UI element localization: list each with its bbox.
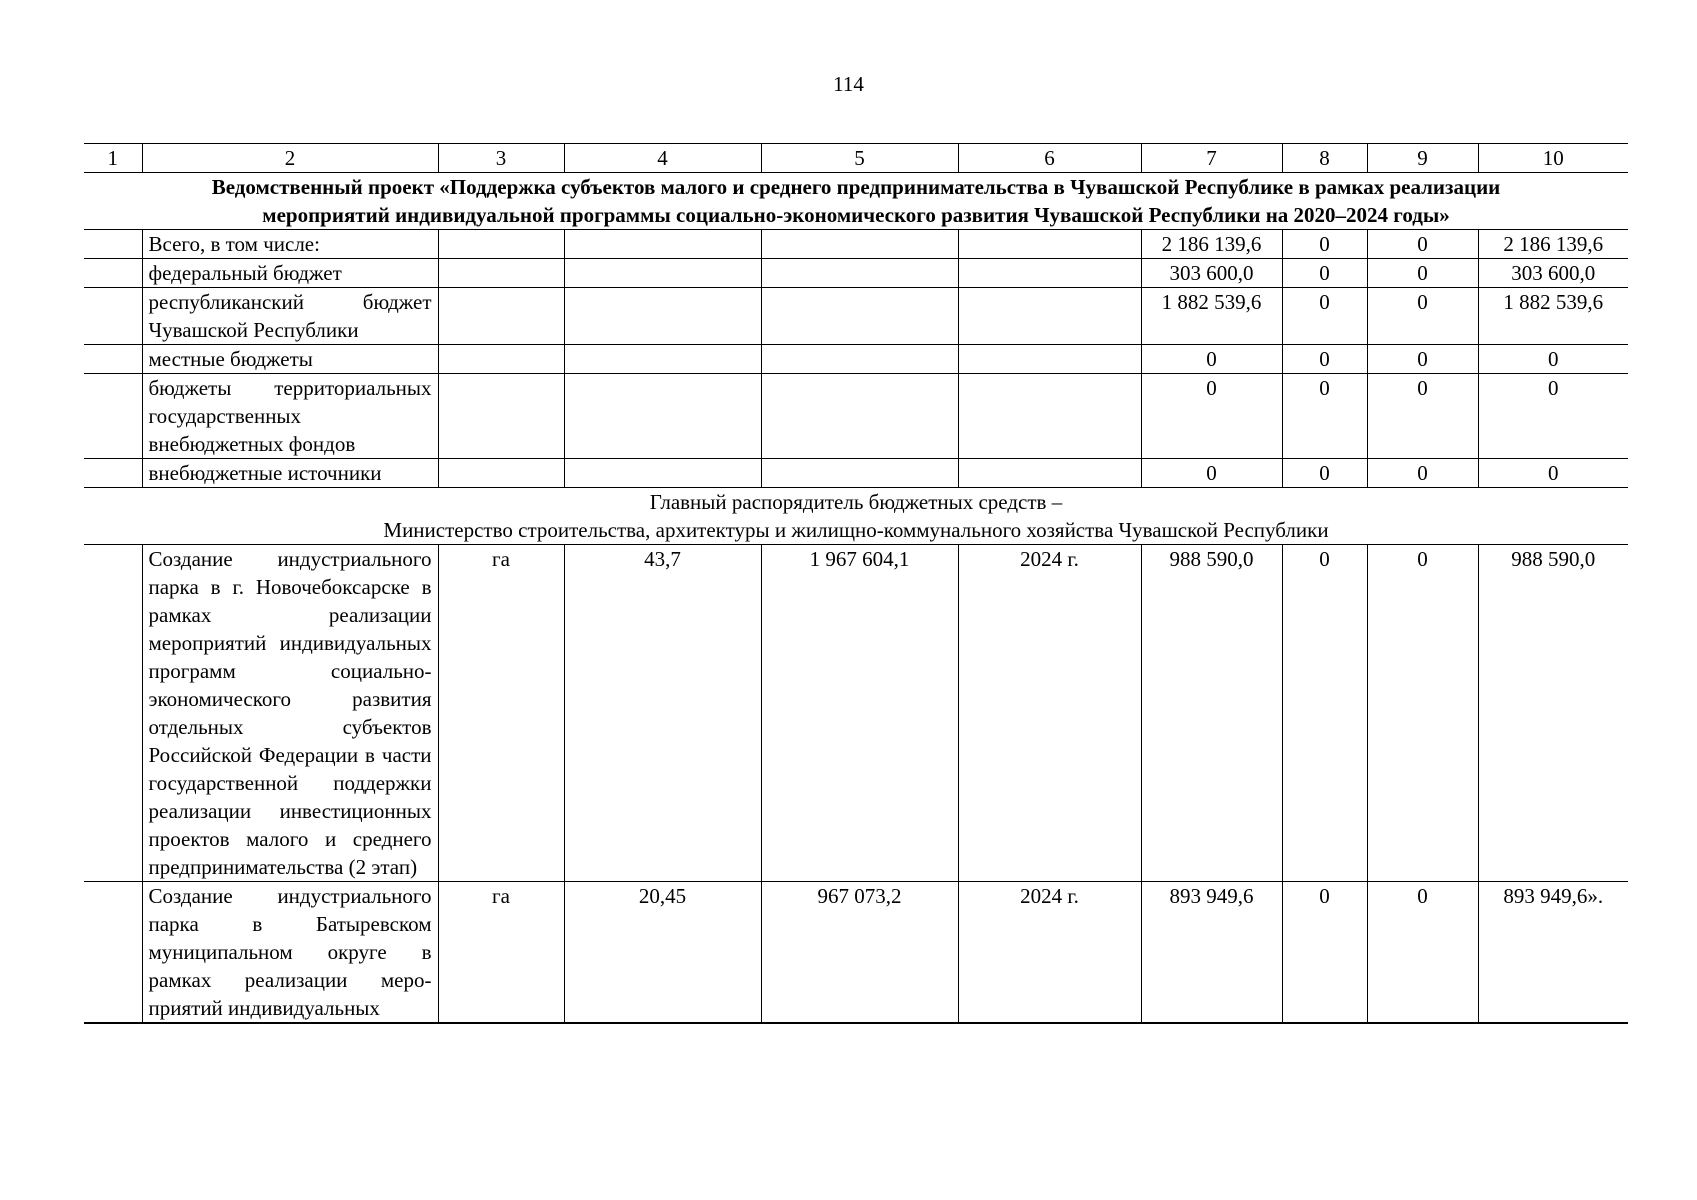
distributor-title	[84, 488, 1628, 545]
header-cell: 8	[1282, 144, 1367, 173]
cell-value: 988 590,0	[1478, 545, 1628, 882]
cell-value: 1 882 539,6	[1141, 288, 1282, 345]
cell-value: 303 600,0	[1141, 259, 1282, 288]
cell-value: 0	[1478, 459, 1628, 488]
cell-value: 893 949,6	[1141, 882, 1282, 1024]
section-title-row	[84, 173, 1628, 230]
cell-value: 0	[1367, 230, 1478, 259]
cell-value: 0	[1282, 459, 1367, 488]
cell-value: 0	[1367, 259, 1478, 288]
table-row	[84, 345, 1628, 374]
table-row	[84, 374, 1628, 459]
page-number: 114	[833, 72, 864, 96]
header-cell: 2	[142, 144, 438, 173]
cell-value: 0	[1367, 374, 1478, 459]
cell-value: 2024 г.	[958, 545, 1141, 882]
cell-value: 0	[1141, 374, 1282, 459]
distributor-line: Главный распорядитель бюджетных средств –	[649, 490, 1063, 514]
row-label: федеральный бюджет	[142, 259, 438, 288]
cell-value: 2 186 139,6	[1478, 230, 1628, 259]
cell-value: га	[438, 545, 564, 882]
distributor-row	[84, 488, 1628, 545]
table-row	[84, 259, 1628, 288]
cell-value: 0	[1367, 545, 1478, 882]
table-row	[84, 459, 1628, 488]
cell-value: 0	[1282, 288, 1367, 345]
budget-table	[84, 143, 1628, 1024]
cell-value: га	[438, 882, 564, 1024]
table-row	[84, 882, 1628, 1024]
row-label: Всего, в том числе:	[142, 230, 438, 259]
header-cell: 10	[1478, 144, 1628, 173]
cell-value: 967 073,2	[761, 882, 958, 1024]
cell-value: 0	[1478, 345, 1628, 374]
header-cell: 5	[761, 144, 958, 173]
cell-value: 988 590,0	[1141, 545, 1282, 882]
header-cell: 4	[564, 144, 761, 173]
cell-value: 0	[1367, 288, 1478, 345]
cell-value: 2 186 139,6	[1141, 230, 1282, 259]
cell-value: 893 949,6».	[1478, 882, 1628, 1024]
cell-value: 0	[1141, 459, 1282, 488]
cell-value: 1 967 604,1	[761, 545, 958, 882]
cell-value: 0	[1141, 345, 1282, 374]
cell-value: 0	[1282, 230, 1367, 259]
header-cell: 6	[958, 144, 1141, 173]
table-row	[84, 288, 1628, 345]
cell-value: 43,7	[564, 545, 761, 882]
cell-value: 0	[1282, 259, 1367, 288]
section-title-line: Ведомственный проект «Поддержка субъектов малого и среднего предпринимательства в Чувашской Республике в рамках реализации	[211, 175, 1501, 199]
project-name: Создание индустриального парка в Батыревском муниципальном округе в рамках реализации мероприятий индивидуальных	[142, 882, 438, 1024]
section-title	[84, 173, 1628, 230]
table-row	[84, 230, 1628, 259]
header-cell: 9	[1367, 144, 1478, 173]
cell-value: 1 882 539,6	[1478, 288, 1628, 345]
cell-value: 0	[1478, 374, 1628, 459]
header-row	[84, 144, 1628, 173]
cell-value: 0	[1282, 882, 1367, 1024]
cell-value: 0	[1367, 882, 1478, 1024]
cell-value: 303 600,0	[1478, 259, 1628, 288]
header-cell: 7	[1141, 144, 1282, 173]
project-name: Создание индустриального парка в г. Новочебоксарске в рамках реализации мероприятий индивидуальных программ социально-экономического развития отдельных субъектов Российской Федерации в части государственной поддержки реализации инвестиционных проектов малого и среднего предпринимательства (2 этап)	[142, 545, 438, 882]
cell-value: 2024 г.	[958, 882, 1141, 1024]
table-row	[84, 545, 1628, 882]
row-label: внебюджетные источники	[142, 459, 438, 488]
header-cell: 3	[438, 144, 564, 173]
row-label: бюджеты территориальных государственных внебюджетных фондов	[142, 374, 438, 459]
row-label: республиканский бюджет Чувашской Республики	[142, 288, 438, 345]
distributor-line: Министерство строительства, архитектуры и жилищно-коммунального хозяйства Чувашской Республики	[383, 518, 1329, 542]
header-cell: 1	[84, 144, 142, 173]
section-title-line: мероприятий индивидуальной программы социально-экономического развития Чувашской Республики на 2020–2024 годы»	[262, 203, 1450, 227]
row-label: местные бюджеты	[142, 345, 438, 374]
cell-value: 20,45	[564, 882, 761, 1024]
cell-value: 0	[1282, 374, 1367, 459]
cell-value: 0	[1367, 345, 1478, 374]
cell-value: 0	[1367, 459, 1478, 488]
cell-value: 0	[1282, 545, 1367, 882]
cell-value: 0	[1282, 345, 1367, 374]
